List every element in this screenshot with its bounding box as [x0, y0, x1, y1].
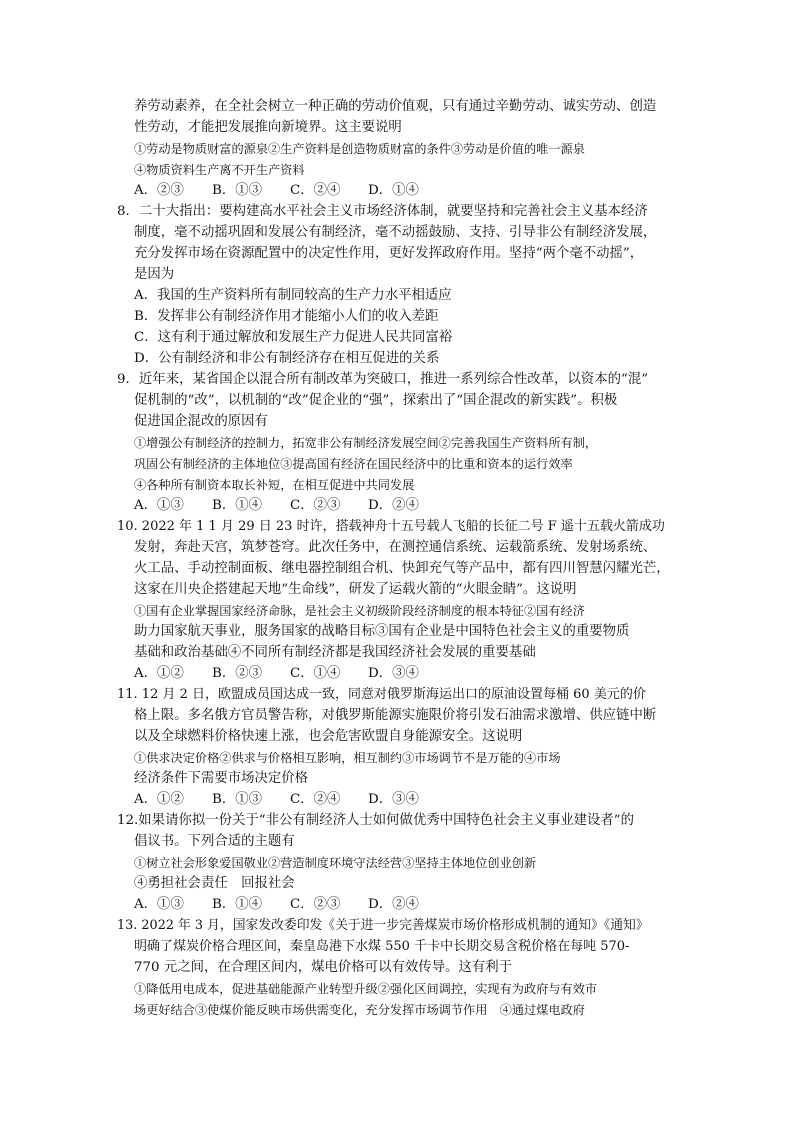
q7-option-d: D．①④: [368, 183, 419, 198]
q9-option-b: B．①④: [212, 498, 263, 513]
q7-statements-line-2: ④物质资料生产离不开生产资料: [134, 163, 305, 177]
q7-option-b: B．①③: [212, 183, 263, 198]
q10-stem-line-4: 这家在川央企搭建起天地“生命线”，研发了运载火箭的“火眼金睛”。这说明: [134, 582, 577, 597]
q11-option-b: B．①③: [212, 792, 263, 807]
q8-stem-line-4: 是因为: [134, 267, 175, 282]
q10-option-b: B．②③: [212, 666, 263, 681]
q8-stem-line-3: 充分发挥市场在资源配置中的决定性作用，更好发挥政府作用。坚持“两个毫不动摇”，: [134, 246, 644, 261]
q7-option-a: A．②③: [134, 183, 184, 198]
q12-stem-line-1: 12.如果请你拟一份关于“非公有制经济人士如何做优秀中国特色社会主义事业建设者”的: [117, 813, 635, 828]
q12-option-c: C．②③: [290, 897, 341, 912]
q7-options: [134, 181, 419, 201]
q10-stem-line-2: 发射，奔赴天宫，筑梦苍穹。此次任务中，在测控通信系统、运载箭系统、发射场系统、: [134, 540, 657, 555]
q9-statements-line-1: ①增强公有制经济的控制力，拓宽非公有制经济发展空间②完善我国生产资料所有制，: [134, 436, 598, 450]
q11-stem-line-2: 格上限。多名俄方官员警告称，对俄罗斯能源实施限价将引发石油需求激增、供应链中断: [134, 708, 657, 723]
q8-option-c: C．这有利于通过解放和发展生产力促进人民共同富裕: [134, 330, 453, 345]
q10-options: [134, 664, 419, 684]
q11-statements-line-1: ①供求决定价格②供求与价格相互影响，相互制约③市场调节不是万能的④市场: [134, 751, 561, 765]
q12-option-a: A．①③: [134, 897, 184, 912]
q11-option-c: C．②④: [290, 792, 341, 807]
q8-stem-line-2: 制度，毫不动摇巩固和发展公有制经济，毫不动摇鼓励、支持、引导非公有制经济发展，: [134, 225, 657, 240]
q9-options: [134, 496, 419, 516]
q10-option-d: D．③④: [368, 666, 419, 681]
q13-statements-line-1: ①降低用电成本，促进基础能源产业转型升级②强化区间调控，实现有为政府与有效市: [134, 982, 598, 996]
q10-option-c: C．①④: [290, 666, 341, 681]
q10-option-a: A．①②: [134, 666, 184, 681]
q10-stem-line-1: 10. 2022 年 1 1 月 29 日 23 时许，搭载神舟十五号载人飞船的长征二号 F 遥十五载火箭成功: [117, 519, 665, 534]
q8-option-b: B．发挥非公有制经济作用才能缩小人们的收入差距: [134, 309, 439, 324]
q7-stem-line-2: 性劳动，才能把发展推向新境界。这主要说明: [134, 120, 402, 135]
q12-stem-line-2: 倡议书。下列合适的主题有: [134, 834, 295, 849]
q9-option-c: C．②③: [290, 498, 341, 513]
q11-options: [134, 790, 419, 810]
q10-stem-line-3: 火工品、手动控制面板、继电器控制组合机、快卸充气等产品中，都有四川智慧闪耀光芒，: [134, 561, 670, 576]
q10-statements-line-2: 助力国家航天事业，服务国家的战略目标③国有企业是中国特色社会主义的重要物质: [134, 624, 630, 639]
q8-option-a: A．我国的生产资料所有制同较高的生产力水平相适应: [134, 288, 452, 303]
q11-option-a: A．①②: [134, 792, 184, 807]
q9-option-d: D．②④: [368, 498, 419, 513]
q13-stem-line-2: 明确了煤炭价格合理区间，秦皇岛港下水煤 550 千卡中长期交易含税价格在每吨 570-: [134, 939, 630, 954]
q9-stem-line-2: 促机制的“改”，以机制的“改”促企业的“强”，探索出了“国企混改的新实践”。积极: [134, 393, 618, 408]
q11-stem-line-1: 11. 12 月 2 日，欧盟成员国达成一致，同意对俄罗斯海运出口的原油设置每桶 60 美元的价: [117, 687, 646, 702]
q9-option-a: A．①③: [134, 498, 184, 513]
q7-option-c: C．②④: [290, 183, 341, 198]
q13-stem-line-1: 13. 2022 年 3 月，国家发改委印发《关于进一步完善煤炭市场价格形成机制的通知》《通知》: [117, 918, 649, 933]
q13-statements-line-2: 场更好结合③使煤价能反映市场供需变化，充分发挥市场调节作用 ④通过煤电政府: [134, 1003, 585, 1017]
q9-statements-line-3: ④各种所有制资本取长补短，在相互促进中共同发展: [134, 478, 415, 492]
q12-options: [134, 895, 419, 915]
q10-statements-line-3: 基础和政治基础④不同所有制经济都是我国经济社会发展的重要基础: [134, 645, 536, 660]
q10-statements-line-1: ①国有企业掌握国家经济命脉，是社会主义初级阶段经济制度的根本特征②国有经济: [134, 604, 585, 618]
q12-option-b: B．①④: [212, 897, 263, 912]
q7-statements-line-1: ①劳动是物质财富的源泉②生产资料是创造物质财富的条件③劳动是价值的唯一源泉: [134, 142, 585, 156]
q7-stem-line-1: 养劳动素养，在全社会树立一种正确的劳动价值观，只有通过辛勤劳动、诚实劳动、创造: [134, 99, 657, 114]
q11-option-d: D．③④: [368, 792, 419, 807]
q9-stem-line-1: 9．近年来，某省国企以混合所有制改革为突破口，推进一系列综合性改革，以资本的“混”: [117, 372, 649, 387]
q12-statements-line-2: ④勇担社会责任 回报社会: [134, 876, 295, 891]
q9-statements-line-2: 巩固公有制经济的主体地位③提高国有经济在国民经济中的比重和资本的运行效率: [134, 457, 573, 471]
q8-option-d: D．公有制经济和非公有制经济存在相互促进的关系: [134, 351, 440, 366]
q12-statements-line-1: ①树立社会形象爱国敬业②营造制度环境守法经营③坚持主体地位创业创新: [134, 856, 537, 870]
q13-stem-line-3: 770 元之间，在合理区间内，煤电价格可以有效传导。这有利于: [134, 960, 512, 975]
q12-option-d: D．②④: [368, 897, 419, 912]
q9-stem-line-3: 促进国企混改的原因有: [134, 414, 268, 429]
q11-stem-line-3: 以及全球燃料价格快速上涨，也会危害欧盟自身能源安全。这说明: [134, 729, 523, 744]
q11-statements-line-2: 经济条件下需要市场决定价格: [134, 771, 309, 786]
q8-stem-line-1: 8．二十大指出：要构建高水平社会主义市场经济体制，就要坚持和完善社会主义基本经济: [117, 204, 648, 219]
